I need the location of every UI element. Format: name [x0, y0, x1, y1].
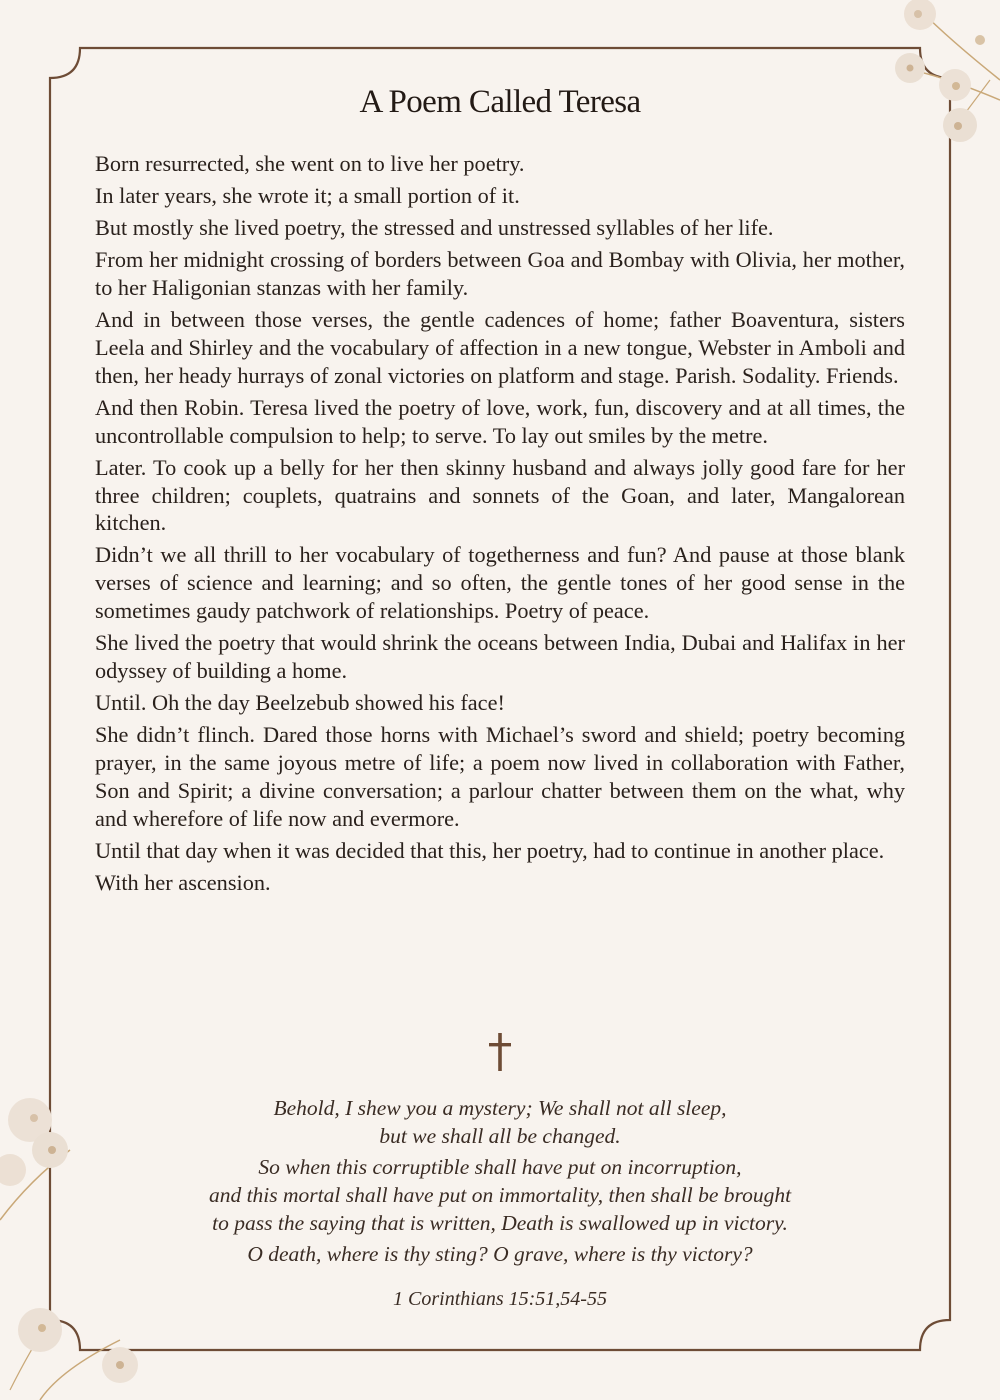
poem-paragraph: In later years, she wrote it; a small portion of it. — [95, 183, 520, 209]
floral-decoration-top-right — [860, 0, 1000, 160]
poem-paragraph: Until that day when it was decided that this, her poetry, had to continue in another place. — [95, 837, 885, 863]
poem-paragraph: But mostly she lived poetry, the stressed and unstressed syllables of her life. — [95, 215, 774, 241]
poem-paragraph: Born resurrected, she went on to live her poetry. — [95, 151, 525, 176]
scripture-reference: 1 Corinthians 15:51,54-55 — [393, 1288, 607, 1310]
poem-paragraph: She lived the poetry that would shrink the oceans between India, Dubai and Halifax in her odyssey of building a home. — [95, 630, 905, 683]
scripture-lines: O death, where is thy sting? O grave, where is thy victory? — [247, 1242, 753, 1266]
cross-icon — [487, 1032, 513, 1072]
poem-paragraph: She didn’t flinch. Dared those horns with Michael’s sword and shield; poetry becoming prayer, in the same joyous metre of life; a poem now lived in collaboration with Father, Son and Spirit; a divine conversation; a parlour chatter between them on the what, why and wherefore of life now and evermore. — [95, 722, 905, 831]
scripture-lines: Behold, I shew you a mystery; We shall not all sleep, but we shall all be changed. — [273, 1096, 727, 1148]
poem-paragraph: Didn’t we all thrill to her vocabulary of togetherness and fun? And pause at those blank verses of science and learning; and so often, the gentle tones of her good sense in the sometimes gaudy patchwork of relationships. Poetry of peace. — [95, 542, 905, 624]
poem-paragraph: Until. Oh the day Beelzebub showed his face! — [95, 690, 505, 716]
page-title: A Poem Called Teresa — [359, 84, 641, 120]
poem-paragraph: And then Robin. Teresa lived the poetry of love, work, fun, discovery and at all times, the uncontrollable compulsion to help; to serve. To lay out smiles by the metre. — [95, 394, 905, 448]
poem-paragraph: And in between those verses, the gentle cadences of home; father Boaventura, sisters Leela and Shirley and the vocabulary of affection in a new tongue, Webster in Amboli and then, her heady hurrays of zonal victories on platform and stage. Parish. Sodality. Friends. — [95, 307, 905, 388]
poem-body — [95, 150, 905, 901]
poem-paragraph: With her ascension. — [95, 869, 271, 895]
scripture-lines: So when this corruptible shall have put on incorruption, and this mortal shall have put on immortality, then shall be brought to pass the saying that is written, Death is swallowed up in victory. — [208, 1155, 792, 1235]
poem-paragraph: From her midnight crossing of borders between Goa and Bombay with Olivia, her mother, to her Haligonian stanzas with her family. — [95, 247, 905, 301]
poem-paragraph: Later. To cook up a belly for her then skinny husband and always jolly good fare for her three children; couplets, quatrains and sonnets of the Goan, and later, Mangalorean kitchen. — [95, 454, 905, 536]
scripture-quote — [100, 1094, 900, 1316]
